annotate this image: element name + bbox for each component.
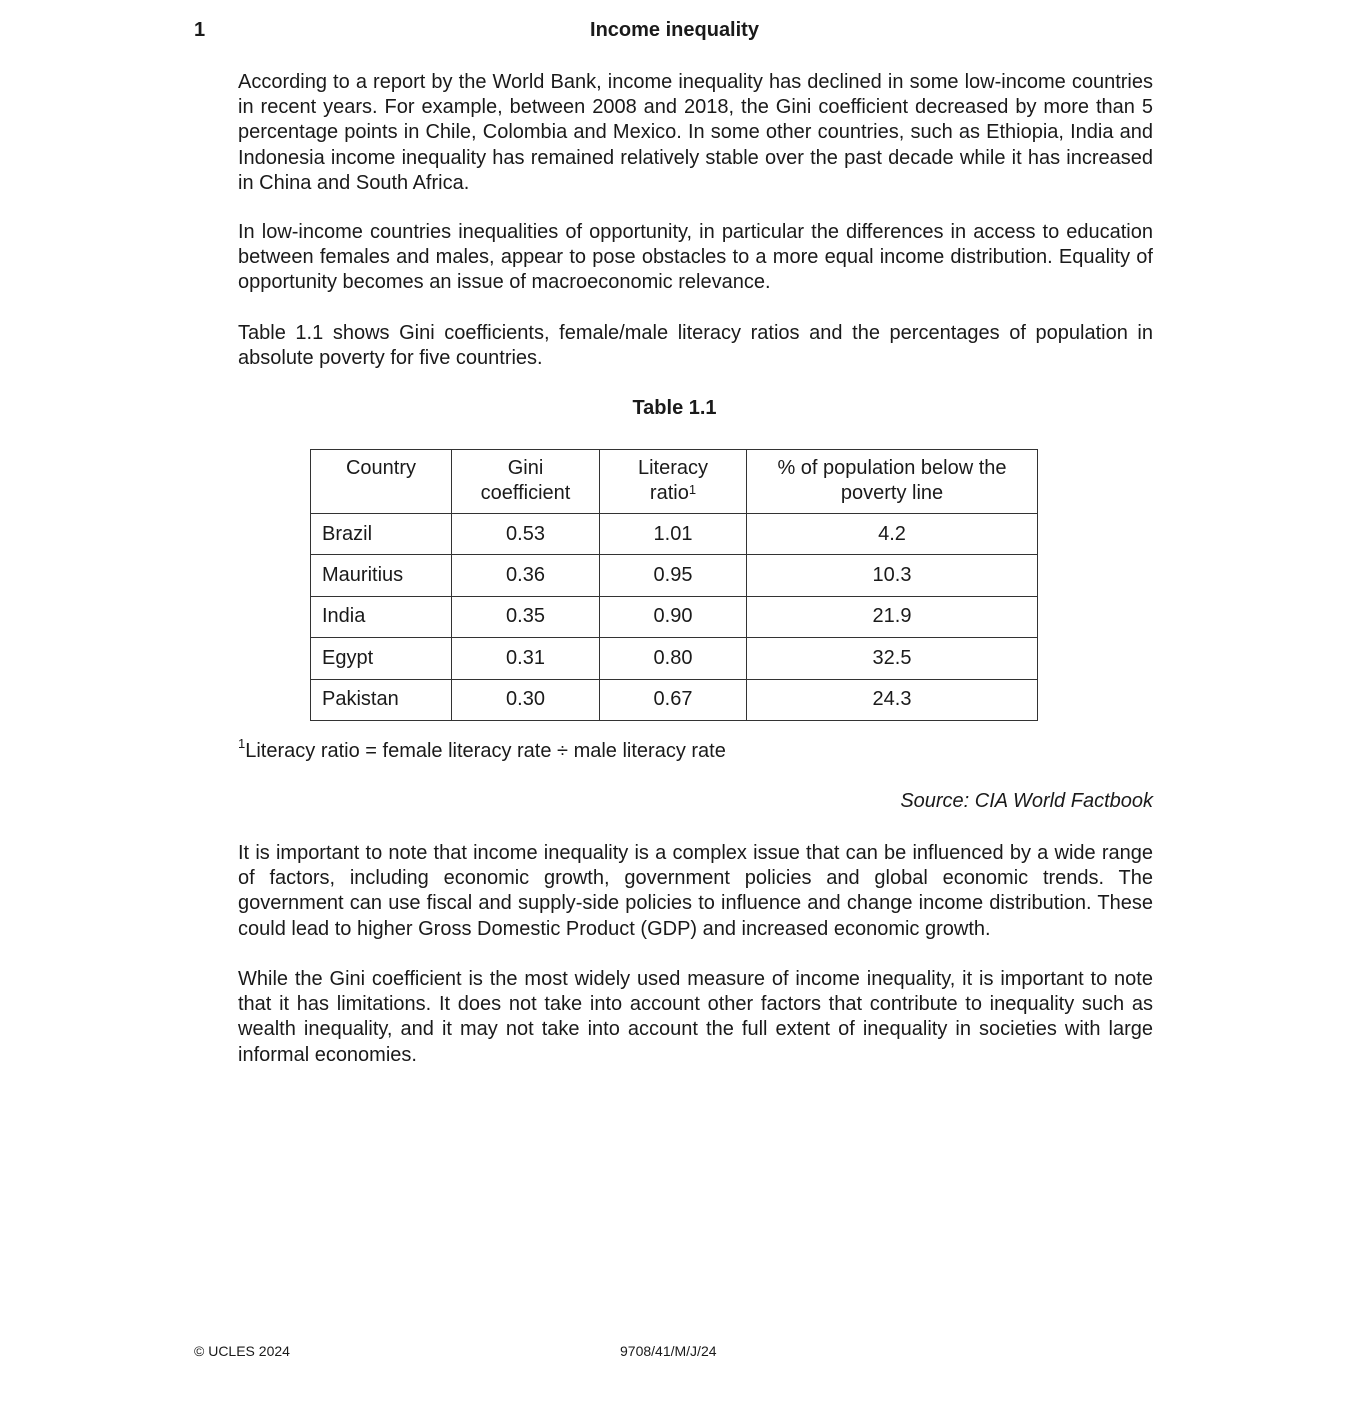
cell-gini: 0.53 <box>452 514 600 555</box>
paragraph-limitations: While the Gini coefficient is the most widely used measure of income inequality, it is important to note that it has limitations. It does not take into account other factors that contribute to inequality such as wealth inequality, and it may not take into account the full extent of inequality in societies with large informal economies. <box>238 968 1153 1066</box>
header-country: Country <box>311 450 452 514</box>
cell-literacy: 0.90 <box>600 596 747 637</box>
table-row <box>311 555 1038 596</box>
paragraph-complexity: It is important to note that income inequality is a complex issue that can be influenced by a wide range of factors, including economic growth, government policies and global economic trends. The government can use fiscal and supply-side policies to influence and change income distribution. These could lead to higher Gross Domestic Product (GDP) and increased economic growth. <box>238 842 1153 940</box>
cell-literacy: 1.01 <box>600 514 747 555</box>
table-row <box>311 679 1038 720</box>
header-poverty: % of population below the poverty line <box>747 450 1038 514</box>
table-source: Source: CIA World Factbook <box>900 790 1153 812</box>
question-number: 1 <box>194 19 206 41</box>
cell-poverty: 21.9 <box>747 596 1038 637</box>
cell-country: Mauritius <box>311 555 452 596</box>
cell-gini: 0.31 <box>452 638 600 679</box>
table-header-row <box>311 450 1038 514</box>
paragraph-opportunity: In low-income countries inequalities of opportunity, in particular the differences in access to education between females and males, appear to pose obstacles to a more equal income distribution. Equality of opportunity becomes an issue of macroeconomic relevance. <box>238 221 1153 294</box>
paragraph-table-intro: Table 1.1 shows Gini coefficients, female/male literacy ratios and the percentages of population in absolute poverty for five countries. <box>238 322 1153 370</box>
table-caption: Table 1.1 <box>632 397 717 419</box>
cell-country: India <box>311 596 452 637</box>
cell-poverty: 32.5 <box>747 638 1038 679</box>
cell-gini: 0.35 <box>452 596 600 637</box>
cell-gini: 0.30 <box>452 679 600 720</box>
table-row <box>311 514 1038 555</box>
paragraph-intro: According to a report by the World Bank, income inequality has declined in some low-income countries in recent years. For example, between 2008 and 2018, the Gini coefficient decreased by more than 5 percentage points in Chile, Colombia and Mexico. In some other countries, such as Ethiopia, India and Indonesia income inequality has remained relatively stable over the past decade while it has increased in China and South Africa. <box>238 71 1153 194</box>
table-row <box>311 638 1038 679</box>
cell-literacy: 0.67 <box>600 679 747 720</box>
cell-country: Egypt <box>311 638 452 679</box>
table-row <box>311 596 1038 637</box>
cell-poverty: 4.2 <box>747 514 1038 555</box>
page-title: Income inequality <box>590 19 759 41</box>
header-gini: Gini coefficient <box>452 450 600 514</box>
cell-country: Brazil <box>311 514 452 555</box>
cell-poverty: 10.3 <box>747 555 1038 596</box>
cell-literacy: 0.80 <box>600 638 747 679</box>
cell-gini: 0.36 <box>452 555 600 596</box>
cell-country: Pakistan <box>311 679 452 720</box>
footer-copyright: © UCLES 2024 <box>194 1343 290 1359</box>
cell-poverty: 24.3 <box>747 679 1038 720</box>
header-literacy: Literacy ratio$^1$ <box>600 450 747 514</box>
data-table <box>310 449 1038 721</box>
table-footnote: $^1$Literacy ratio = female literacy rate ÷ male literacy rate <box>238 736 726 762</box>
cell-literacy: 0.95 <box>600 555 747 596</box>
footer-paper-code: 9708/41/M/J/24 <box>620 1343 717 1359</box>
